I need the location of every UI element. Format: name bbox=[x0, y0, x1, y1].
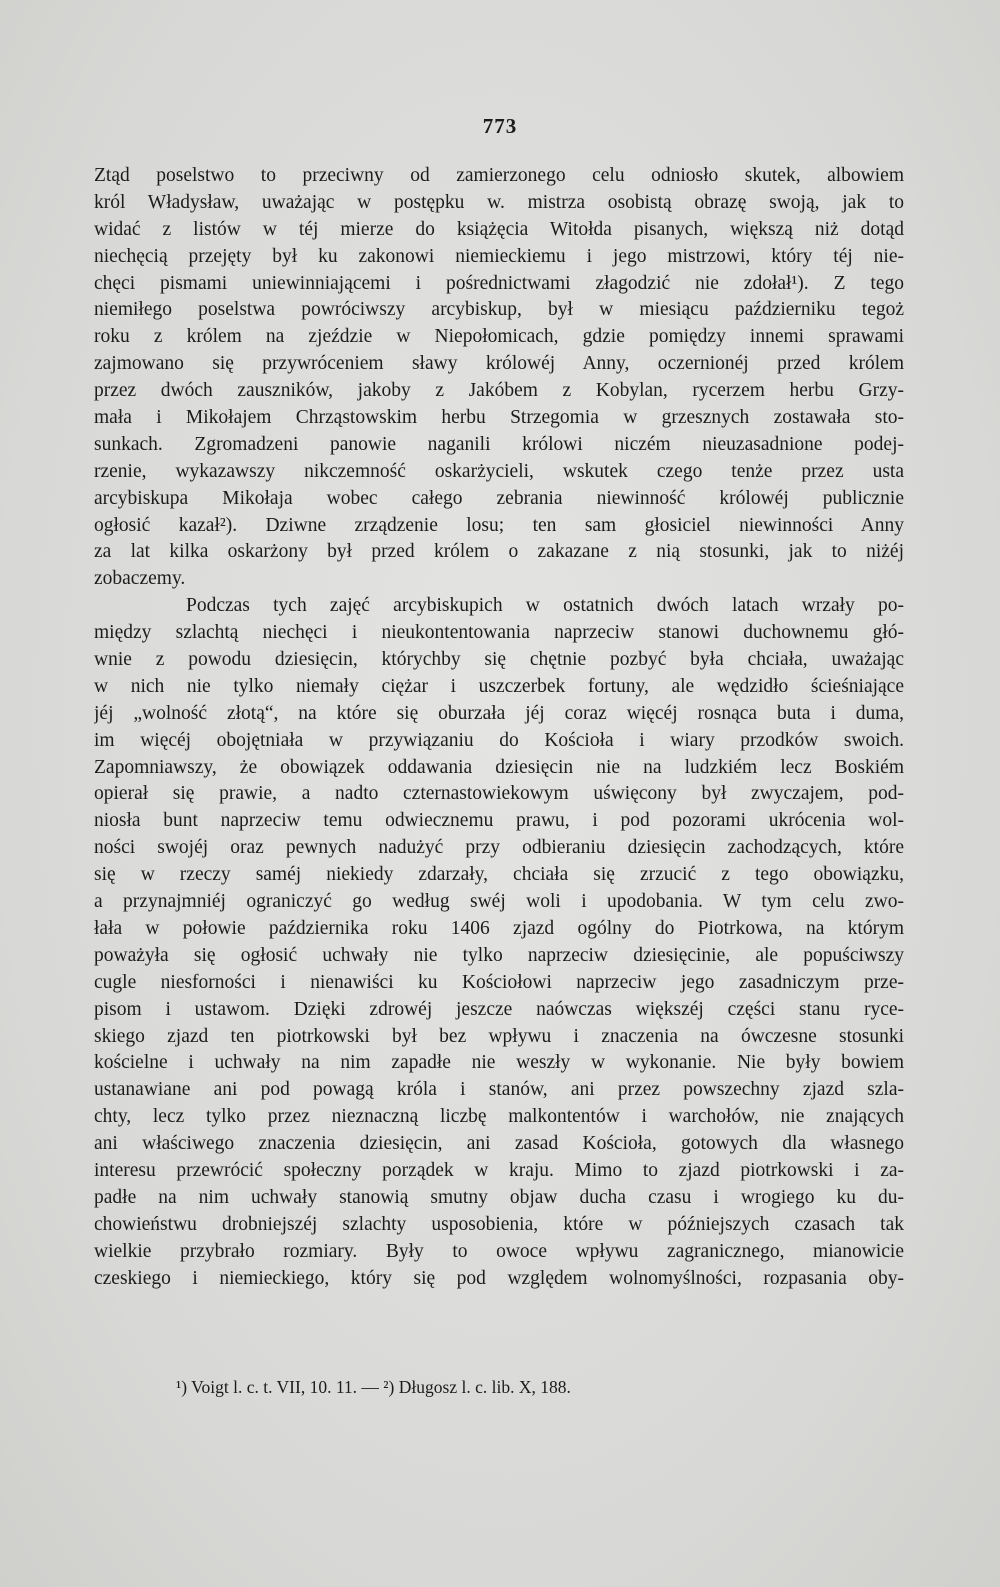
text-line: niemiłego poselstwa powróciwszy arcybiskup, był w miesiącu październiku tegoż bbox=[94, 299, 904, 321]
text-line: król Władysław, uważając w postępku w. mistrza osobistą obrazę swoją, jak to bbox=[94, 191, 904, 213]
text-line: jéj „wolność złotą“, na które się oburzała jéj coraz więcéj rosnąca buta i duma, bbox=[94, 702, 904, 724]
text-line: chowieństwu drobniejszéj szlachty usposobienia, które w późniejszych czasach tak bbox=[94, 1213, 904, 1235]
text-line: cugle niesforności i nienawiści ku Kościołowi naprzeciw jego zasadniczym prze- bbox=[94, 971, 904, 993]
text-line: arcybiskupa Mikołaja wobec całego zebrania niewinność królowéj publicznie bbox=[94, 487, 904, 509]
text-line: się w rzeczy saméj niekiedy zdarzały, chciała się zrzucić z tego obowiązku, bbox=[94, 864, 904, 886]
text-line: za lat kilka oskarżony był przed królem o zakazane z nią stosunki, jak to niżéj bbox=[94, 541, 904, 563]
text-line: ogłosić kazał²). Dziwne zrządzenie losu; ten sam głosiciel niewinności Anny bbox=[94, 514, 904, 536]
page-number: 773 bbox=[482, 114, 518, 138]
text-line: ani właściwego znaczenia dziesięcin, ani zasad Kościoła, gotowych dla własnego bbox=[94, 1133, 904, 1155]
text-line: ustanawiane ani pod powagą króla i stanów, ani przez powszechny zjazd szla- bbox=[94, 1079, 904, 1101]
body-text bbox=[94, 163, 904, 1292]
text-line: opierał się prawie, a nadto czternastowiekowym uświęcony był zwyczajem, pod- bbox=[94, 783, 904, 805]
text-line: widać z listów w téj mierze do książęcia Witołda pisanych, większą niż dotąd bbox=[94, 218, 904, 240]
text-line: roku z królem na zjeździe w Niepołomicach, gdzie pomiędzy innemi sprawami bbox=[94, 326, 904, 348]
text-line: wielkie przybrało rozmiary. Były to owoce wpływu zagranicznego, mianowicie bbox=[94, 1240, 904, 1262]
text-line: im więcéj obojętniała w przywiązaniu do Kościoła i wiary przodków swoich. bbox=[94, 729, 904, 751]
text-line: interesu przewrócić społeczny porządek w kraju. Mimo to zjazd piotrkowski i za- bbox=[94, 1159, 904, 1181]
text-line: mała i Mikołajem Chrząstowskim herbu Strzegomia w grzesznych zostawała sto- bbox=[94, 407, 904, 429]
text-line: poważyła się ogłosić uchwały nie tylko naprzeciw dziesięcinie, ale popuściwszy bbox=[94, 944, 904, 966]
footnotes: ¹) Voigt l. c. t. VII, 10. 11. — ²) Długosz l. c. lib. X, 188. bbox=[176, 1377, 571, 1397]
text-line: czeskiego i niemieckiego, który się pod względem wolnomyślności, rozpasania oby- bbox=[94, 1267, 904, 1289]
text-line: sunkach. Zgromadzeni panowie naganili królowi niczém nieuzasadnione podej- bbox=[94, 433, 904, 455]
text-line: ności swojéj oraz pewnych nadużyć przy odbieraniu dziesięcin zachodzących, które bbox=[94, 837, 904, 859]
text-line: zajmowano się przywróceniem sławy królowéj Anny, oczernionéj przed królem bbox=[94, 353, 904, 375]
text-line: łała w połowie października roku 1406 zjazd ogólny do Piotrkowa, na którym bbox=[94, 917, 904, 939]
text-line: przez dwóch zauszników, jakoby z Jakóbem z Kobylan, rycerzem herbu Grzy- bbox=[94, 380, 904, 402]
text-line: niosła bunt naprzeciw temu odwiecznemu prawu, i pod pozorami ukrócenia wol- bbox=[94, 810, 904, 832]
text-line: wnie z powodu dziesięcin, którychby się chętnie pozbyć była chciała, uważając bbox=[94, 649, 904, 671]
text-line: padłe na nim uchwały stanowią smutny objaw ducha czasu i wrogiego ku du- bbox=[94, 1186, 904, 1208]
text-line: pisom i ustawom. Dzięki zdrowéj jeszcze naówczas większéj części stanu ryce- bbox=[94, 998, 904, 1020]
text-line: rzenie, wykazawszy nikczemność oskarżycieli, wskutek czego tenże przez usta bbox=[94, 460, 904, 482]
text-line: a przynajmniéj ograniczyć go według swéj woli i upodobania. W tym celu zwo- bbox=[94, 891, 904, 913]
text-line: chty, lecz tylko przez nieznaczną liczbę malkontentów i warchołów, nie znających bbox=[94, 1106, 904, 1128]
text-line: w nich nie tylko niemały ciężar i uszczerbek fortuny, ale wędzidło ścieśniające bbox=[94, 675, 904, 697]
text-line: zobaczemy. bbox=[94, 568, 186, 590]
text-line: między szlachtą niechęci i nieukontentowania naprzeciw stanowi duchownemu głó- bbox=[94, 622, 904, 644]
text-line: kościelne i uchwały na nim zapadłe nie weszły w wykonanie. Nie były bowiem bbox=[94, 1052, 904, 1074]
text-line: skiego zjazd ten piotrkowski był bez wpływu i znaczenia na ówczesne stosunki bbox=[94, 1025, 904, 1047]
text-line: niechęcią przejęty był ku zakonowi niemieckiemu i jego mistrzowi, który téj nie- bbox=[94, 245, 904, 267]
text-line: Zapomniawszy, że obowiązek oddawania dziesięcin nie na ludzkiém lecz Boskiém bbox=[94, 756, 904, 778]
text-line: Ztąd poselstwo to przeciwny od zamierzonego celu odniosło skutek, albowiem bbox=[94, 165, 904, 186]
text-line: Podczas tych zajęć arcybiskupich w ostatnich dwóch latach wrzały po- bbox=[186, 595, 904, 617]
text-line: chęci pismami uniewinniającemi i pośrednictwami złagodzić nie zdołał¹). Z tego bbox=[94, 272, 904, 294]
